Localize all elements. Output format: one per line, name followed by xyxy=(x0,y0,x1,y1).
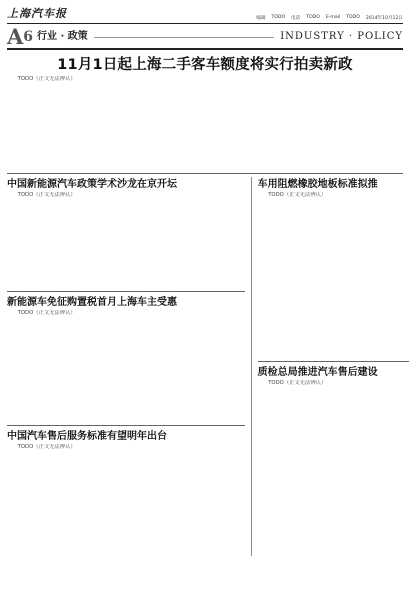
article-rule xyxy=(7,291,245,292)
article-tax-exemption-headline: 新能源车免征购置税首月上海车主受惠 xyxy=(7,297,177,308)
article-rule xyxy=(258,361,409,362)
article-tax-exemption-body xyxy=(7,310,245,422)
section-rule xyxy=(7,173,403,174)
article-ev-salon-text: TODO（正文无法辨认） xyxy=(17,192,76,198)
newspaper-logo: 上海汽车报 xyxy=(7,7,67,20)
article-tax-exemption-text: TODO（正文无法辨认） xyxy=(17,310,76,316)
article-ev-salon xyxy=(7,177,245,288)
masthead xyxy=(7,5,403,24)
masthead-info xyxy=(256,15,403,23)
article-tax-exemption xyxy=(7,295,245,422)
section-band xyxy=(7,26,403,50)
article-ev-salon-headline: 中国新能源汽车政策学术沙龙在京开坛 xyxy=(7,179,177,190)
article-ev-salon-body xyxy=(7,192,245,288)
section-title-en: INDUSTRY · POLICY xyxy=(280,31,403,42)
phone-number: TODO xyxy=(306,15,320,20)
article-rubber-floor-headline: 车用阻燃橡胶地板标准拟推 xyxy=(257,179,378,190)
article-service-standard xyxy=(7,429,245,536)
lead-article-text: TODO（正文无法辨认） xyxy=(17,76,76,82)
article-aqsiq-service-text: TODO（正文无法辨认） xyxy=(268,380,327,386)
article-aqsiq-service-headline: 质检总局推进汽车售后建设 xyxy=(257,367,378,378)
email-label: E-mail xyxy=(325,15,341,20)
editor-label: 编辑 xyxy=(256,16,266,21)
lead-article-body xyxy=(7,76,403,170)
article-service-standard-text: TODO（正文无法辨认） xyxy=(17,444,76,450)
article-rule xyxy=(7,425,245,426)
article-rubber-floor-body xyxy=(258,192,409,358)
editor-name: TODO xyxy=(271,15,286,20)
issue-date: 2014年10月12日 xyxy=(365,16,403,21)
lead-article xyxy=(7,54,403,170)
email-address: TODO xyxy=(346,15,360,20)
article-service-standard-headline: 中国汽车售后服务标准有望明年出台 xyxy=(7,431,167,442)
article-aqsiq-service-body xyxy=(258,380,409,556)
right-column xyxy=(251,177,409,556)
section-letter: A xyxy=(7,24,24,49)
left-column xyxy=(7,177,245,556)
section-title-cn: 行业 · 政策 xyxy=(37,31,88,42)
article-aqsiq-service xyxy=(258,365,409,556)
article-rubber-floor-text: TODO（正文无法辨认） xyxy=(268,192,327,198)
lower-articles xyxy=(7,177,403,556)
article-service-standard-body xyxy=(7,444,245,536)
phone-label: 电话 xyxy=(291,16,301,21)
article-rubber-floor xyxy=(258,177,409,358)
section-divider xyxy=(94,37,274,38)
lead-headline: 11月1日起上海二手客车额度将实行拍卖新政 xyxy=(57,57,353,73)
page-number: 6 xyxy=(23,29,34,45)
